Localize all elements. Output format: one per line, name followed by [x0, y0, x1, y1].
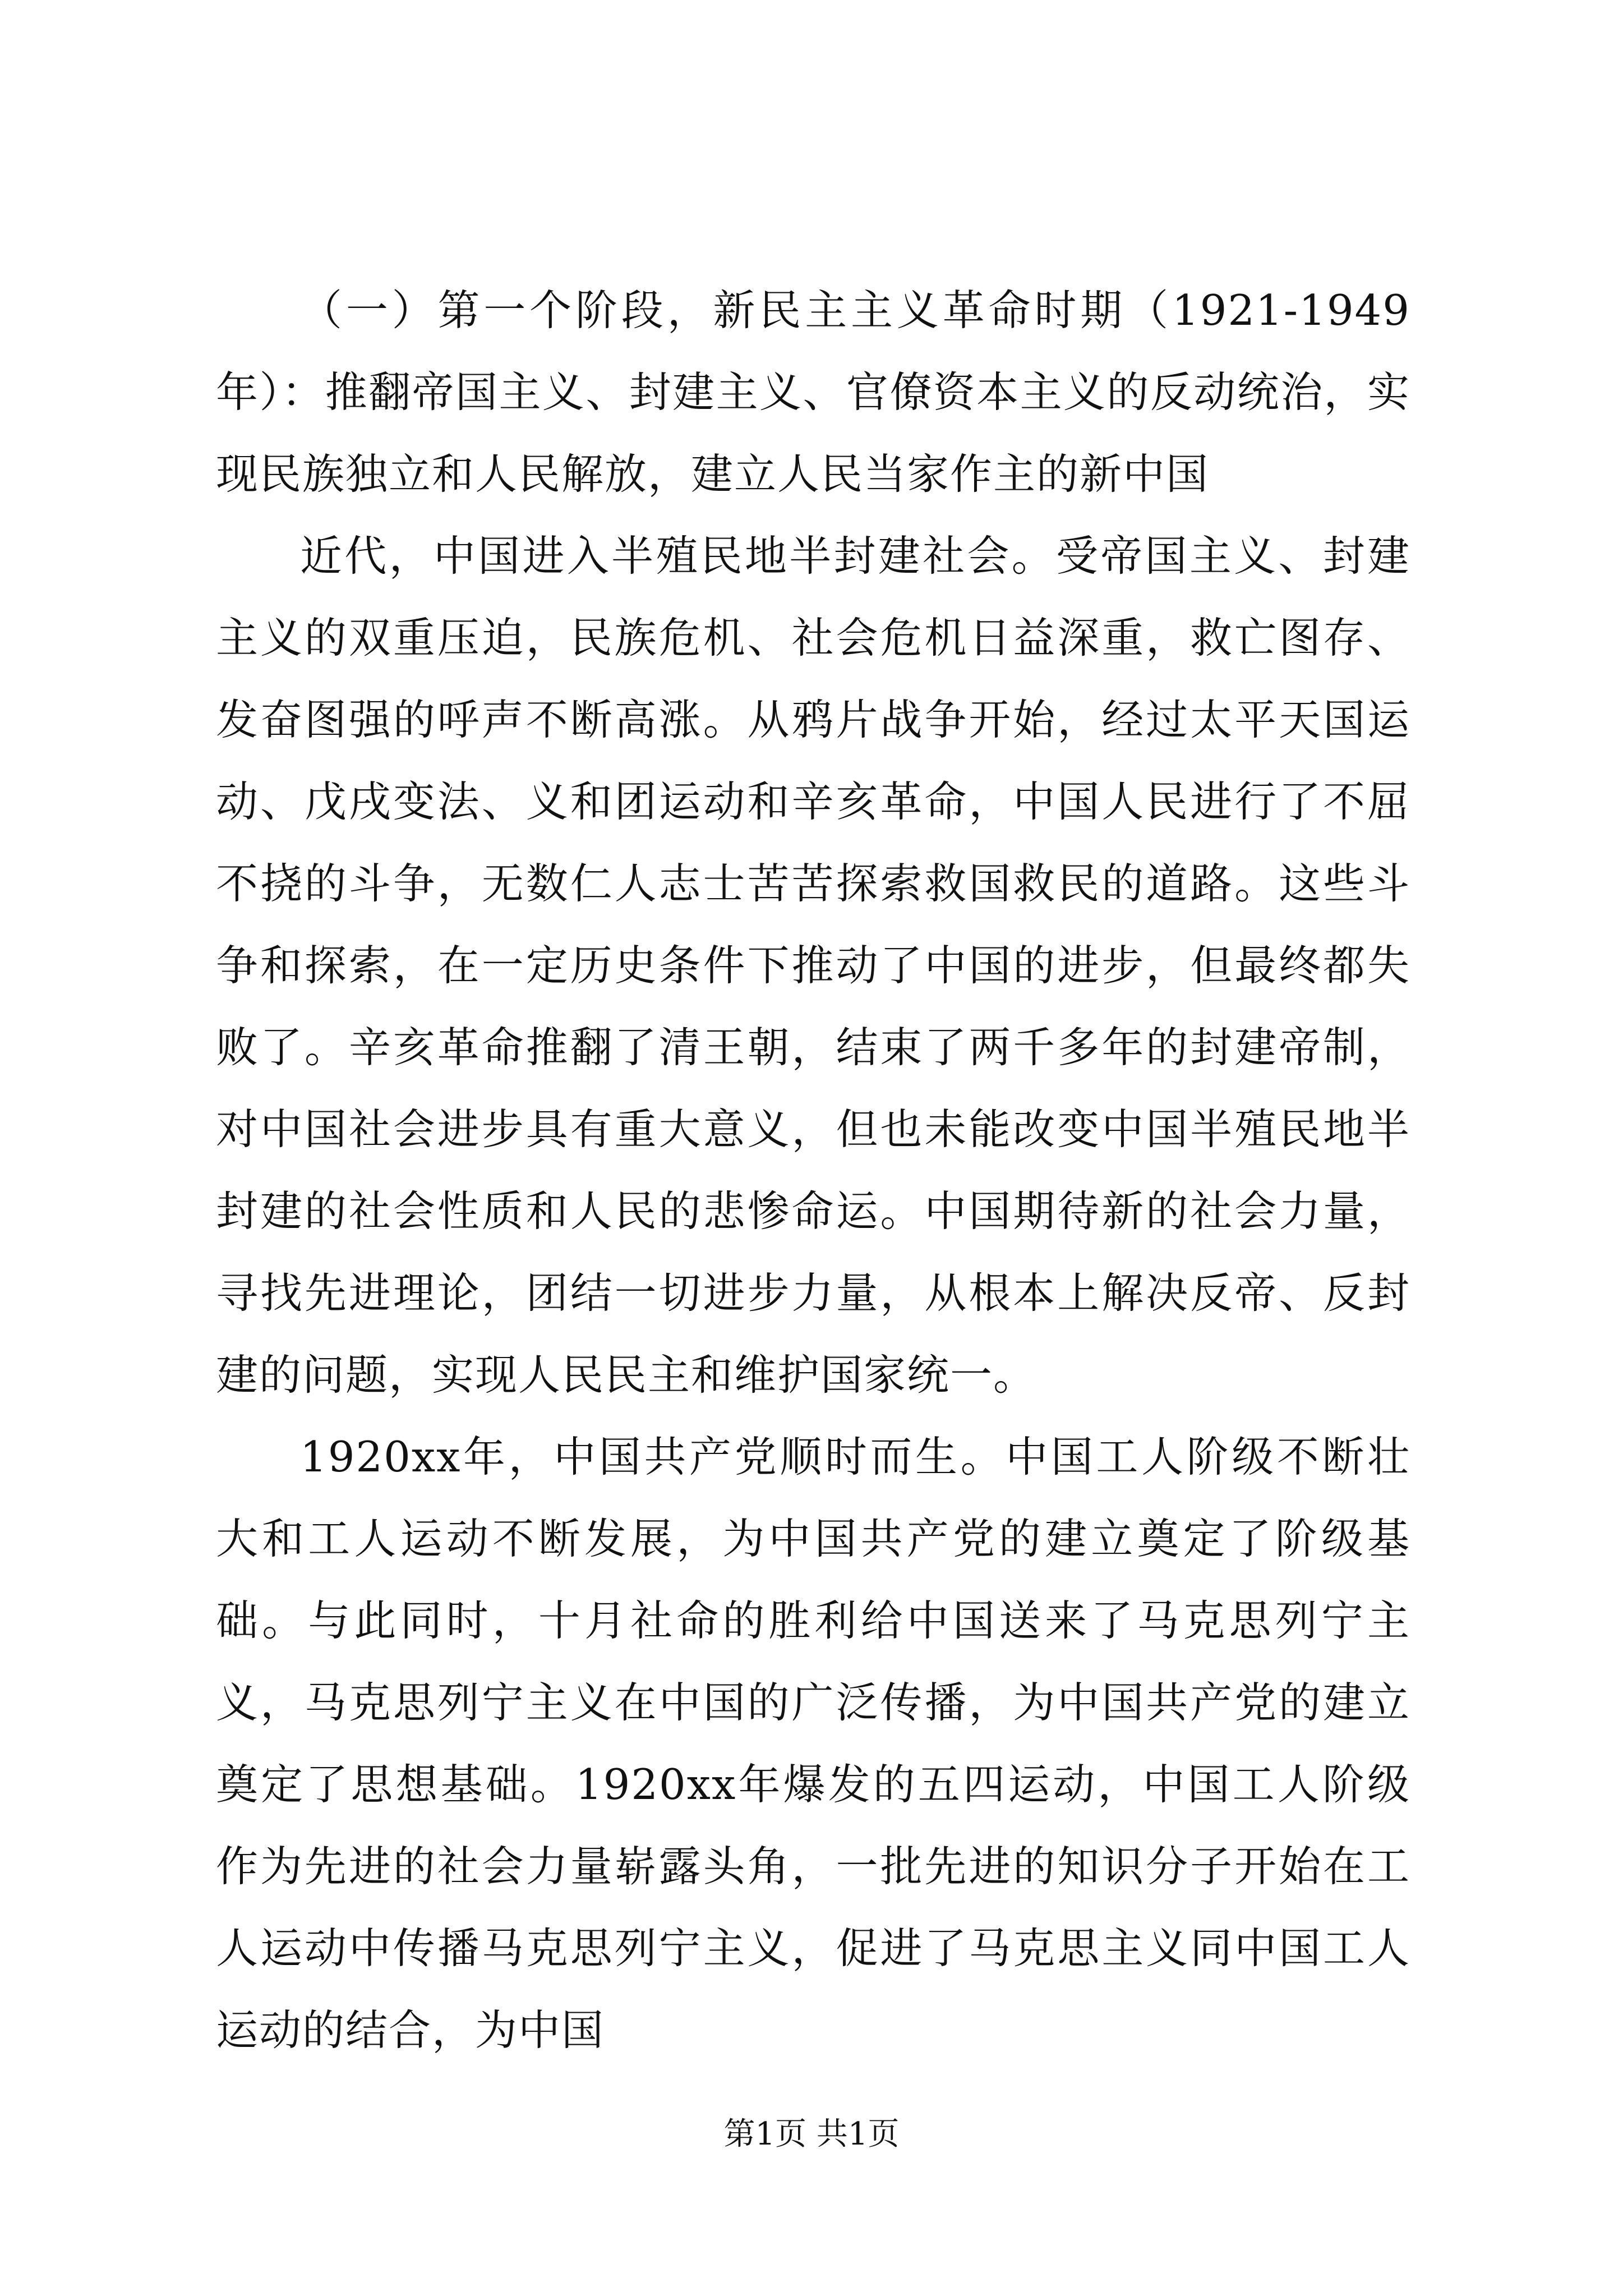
document-body — [216, 269, 1410, 2071]
page-footer: 第1页 共1页 — [723, 2116, 900, 2152]
paragraph-1: 近代，中国进入半殖民地半封建社会。受帝国主义、封建主义的双重压迫，民族危机、社会危机日益深重，救亡图存、发奋图强的呼声不断高涨。从鸦片战争开始，经过太平天国运动、戊戌变法、义和团运动和辛亥革命，中国人民进行了不屈不挠的斗争，无数仁人志士苦苦探索救国救民的道路。这些斗争和探索，在一定历史条件下推动了中国的进步，但最终都失败了。辛亥革命推翻了清王朝，结束了两千多年的封建帝制，对中国社会进步具有重大意义，但也未能改变中国半殖民地半封建的社会性质和人民的悲惨命运。中国期待新的社会力量，寻找先进理论，团结一切进步力量，从根本上解决反帝、反封建的问题，实现人民民主和维护国家统一。 — [216, 531, 1410, 1400]
section-heading: （一）第一个阶段，新民主主义革命时期（1921-1949年）：推翻帝国主义、封建主义、官僚资本主义的反动统治，实现民族独立和人民解放，建立人民当家作主的新中国 — [216, 286, 1410, 499]
paragraph-2: 1920xx年，中国共产党顺时而生。中国工人阶级不断壮大和工人运动不断发展，为中国共产党的建立奠定了阶级基础。与此同时，十月社命的胜利给中国送来了马克思列宁主义，马克思列宁主义在中国的广泛传播，为中国共产党的建立奠定了思想基础。1920xx年爆发的五四运动，中国工人阶级作为先进的社会力量崭露头角，一批先进的知识分子开始在工人运动中传播马克思列宁主义，促进了马克思主义同中国工人运动的结合，为中国 — [216, 1432, 1410, 2055]
